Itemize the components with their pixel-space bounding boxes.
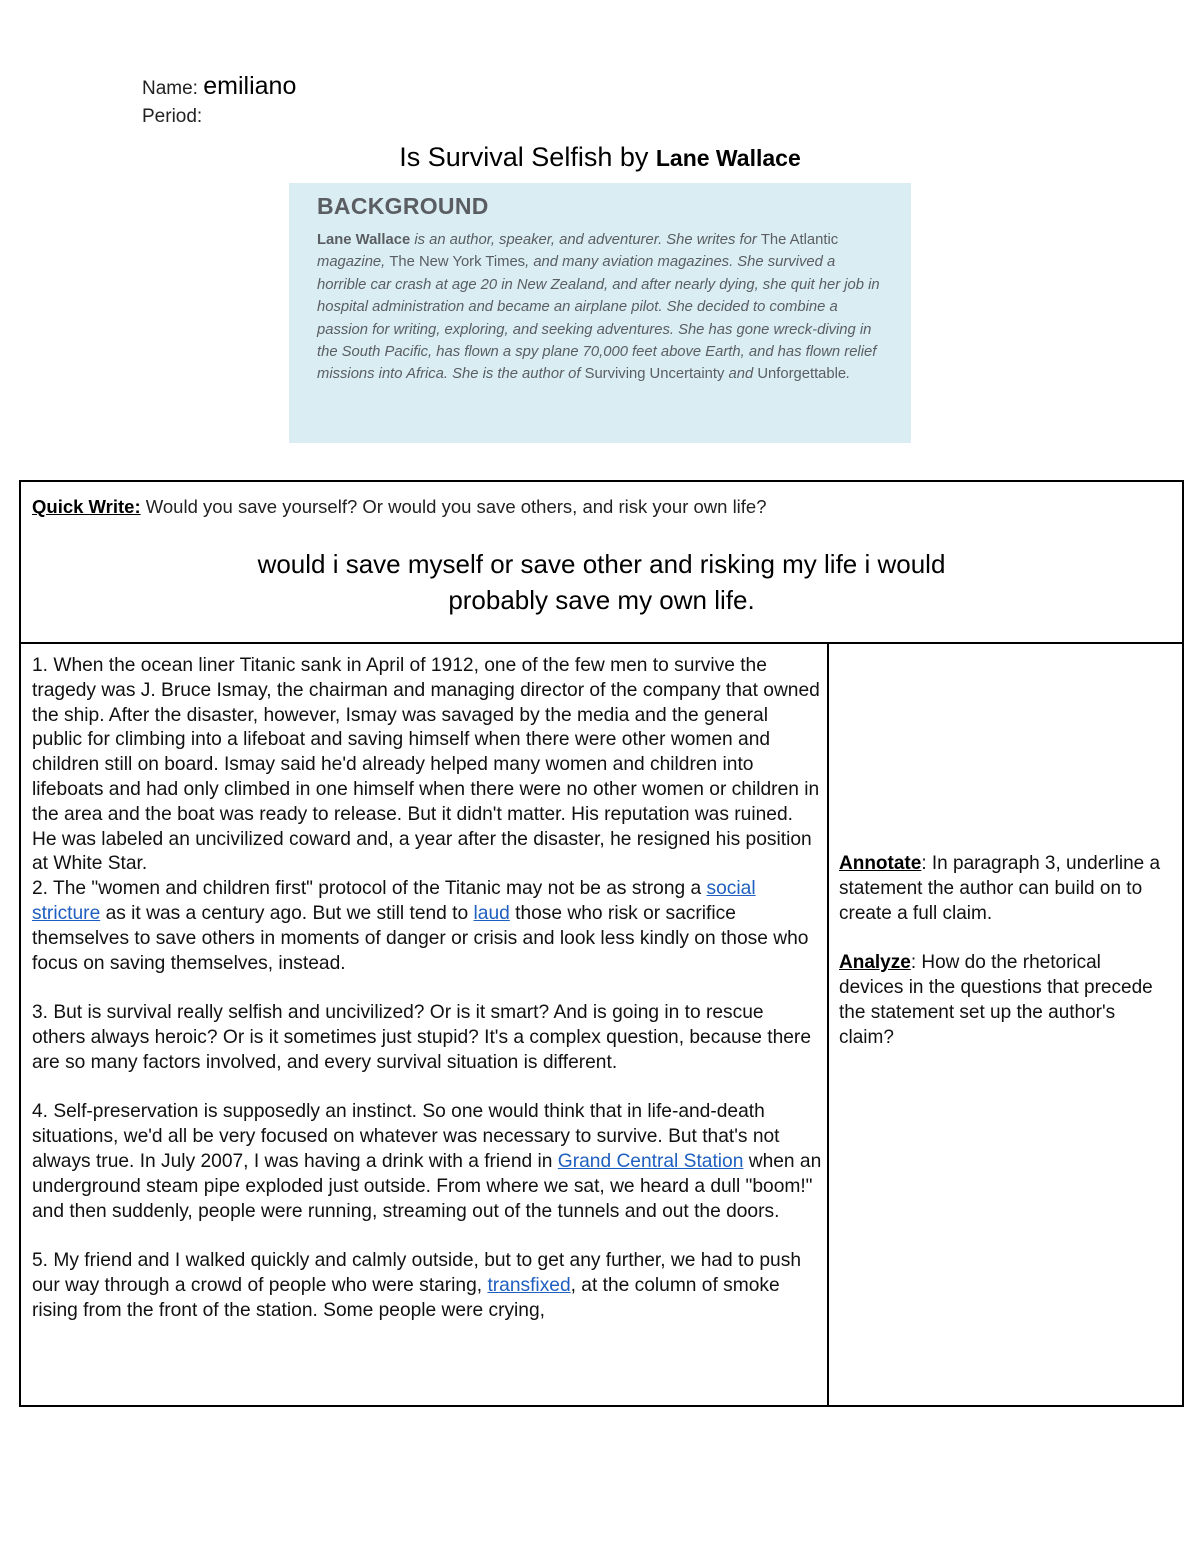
bio-text: magazine, [317, 254, 390, 271]
bio-publication: The Atlantic [760, 232, 839, 248]
paragraph-2 [32, 877, 822, 976]
annotate-label: Annotate [839, 853, 922, 874]
period-label: Period: [142, 106, 203, 127]
student-info [142, 72, 296, 131]
paragraph-text: those who risk or sacrifice themselves to save others in moments of danger or crisis and look less kindly on those who focus on saving themselves, instead. [32, 902, 809, 974]
name-line [142, 72, 296, 103]
background-box [289, 183, 911, 443]
analyze-text: : How do the rhetorical devices in the questions that precede the statement set up the author's claim? [839, 952, 1153, 1048]
paragraph-1: 1. When the ocean liner Titanic sank in April of 1912, one of the few men to survive the tragedy was J. Bruce Ismay, the chairman and managing director of the company that owned the ship. After the disaster, however, Ismay was savaged by the media and the general public for climbing into a lifeboat and saving himself when there were other women and children still on board. Ismay said he'd already helped many women and children into lifeboats and had only climbed in one himself when there were no other women or children in the area and the boat was ready to release. But it didn't matter. His reputation was ruined. He was labeled an uncivilized coward and, a year after the disaster, he resigned his position at White Star. [32, 655, 820, 875]
page-title [0, 142, 1200, 173]
vocab-link-laud[interactable]: laud [473, 902, 510, 924]
paragraph-text: , at the column of smoke rising from the front of the station. Some people were crying, [32, 1274, 780, 1321]
annotate-text: : In paragraph 3, underline a statement the author can build on to create a full claim. [839, 853, 1161, 924]
paragraph-3: 3. But is survival really selfish and uncivilized? Or is it smart? And is going in to rescue others always heroic? Or is it sometimes just stupid? It's a complex question, because there are so many factors involved, and every survival situation is different. [32, 1002, 811, 1073]
answer-line-1: would i save myself or save other and risking my life i would [257, 549, 946, 579]
name-value[interactable]: emiliano [203, 72, 297, 100]
vocab-link-social-stricture[interactable]: social stricture [32, 878, 756, 924]
title-text: Is Survival Selfish by [399, 142, 656, 172]
paragraph-text: when an underground steam pipe exploded just outside. From where we sat, we heard a dull "boom!" and then suddenly, people were running, streaming out of the tunnels and out the doors. [32, 1150, 822, 1222]
quick-write-cell[interactable] [21, 482, 1182, 644]
analyze-instruction [839, 951, 1169, 1050]
vocab-link-grand-central-station[interactable]: Grand Central Station [557, 1150, 744, 1172]
paragraph-4 [32, 1100, 822, 1224]
bio-text: and [724, 366, 758, 383]
quick-write-label: Quick Write: [32, 496, 141, 517]
background-bio [317, 229, 887, 386]
bio-text: , and many aviation magazines. She survived a horrible car crash at age 20 in New Zealand, and after nearly dying, she quit her job in hospital administration and became an airplane pilot. She decided to combine a passion for writing, exploring, and seeking adventures. She has gone wreck-diving in the South Pacific, has flown a spy plane 70,000 feet above Earth, and has flown relief missions into Africa. She is the author of [317, 254, 880, 383]
name-label: Name: [142, 78, 198, 99]
answer-line-2: probably save my own life. [448, 585, 755, 615]
bio-book-title: Unforgettable [757, 366, 847, 383]
analyze-label: Analyze [839, 952, 911, 974]
bio-publication: The New York Times [389, 254, 526, 271]
notes-text [839, 852, 1169, 1050]
paragraph-5 [32, 1249, 822, 1323]
bio-text: is an author, speaker, and adventurer. She writes for [410, 232, 761, 248]
paragraph-text: 4. Self-preservation is supposedly an instinct. So one would think that in life-and-death situations, we'd all be very focused on whatever was necessary to survive. But that's not always true. In July 2007, I was having a drink with a friend in [32, 1101, 780, 1172]
worksheet-table [19, 480, 1184, 1407]
notes-cell [829, 644, 1182, 1405]
quick-write-prompt [32, 496, 767, 518]
title-author: Lane Wallace [655, 145, 801, 171]
period-line [142, 103, 296, 131]
annotate-instruction [839, 852, 1169, 926]
background-heading: BACKGROUND [317, 193, 489, 219]
quick-write-question: Would you save yourself? Or would you save others, and risk your own life? [140, 496, 767, 517]
bio-book-title: Surviving Uncertainty [584, 366, 725, 383]
passage-text [32, 654, 822, 1324]
bio-author-name: Lane Wallace [317, 232, 411, 248]
paragraph-text: 2. The "women and children first" protocol of the Titanic may not be as strong a [32, 878, 707, 900]
passage-cell [21, 644, 829, 1405]
quick-write-answer[interactable] [21, 546, 1182, 618]
paragraph-text: as it was a century ago. But we still tend to [100, 902, 474, 924]
paragraph-text: 5. My friend and I walked quickly and calmly outside, but to get any further, we had to push our way through a crowd of people who were staring, [32, 1250, 801, 1296]
vocab-link-transfixed[interactable]: transfixed [487, 1274, 571, 1296]
bio-text: . [846, 366, 851, 383]
